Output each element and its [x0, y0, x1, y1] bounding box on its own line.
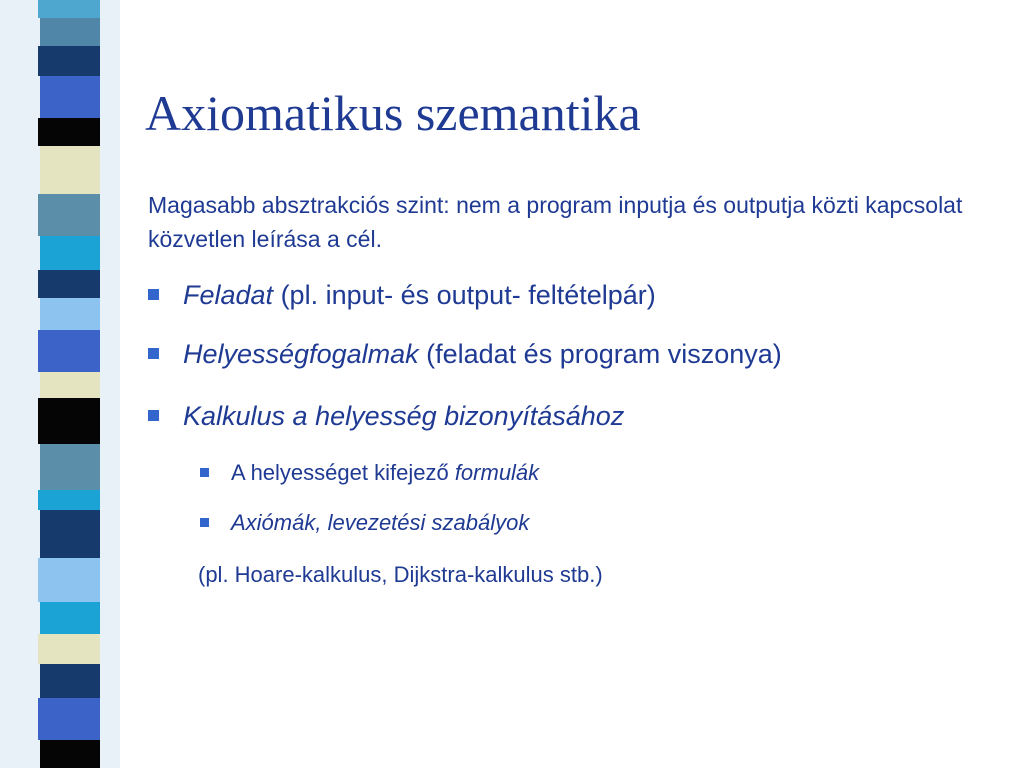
square-bullet-icon	[200, 518, 209, 527]
sub-bullet-item	[200, 460, 539, 486]
slide-note: (pl. Hoare-kalkulus, Dijkstra-kalkulus stb.)	[198, 562, 603, 587]
sub-bullet-term: formulák	[454, 460, 540, 485]
bullet-text: (pl. input- és output- feltételpár)	[273, 280, 656, 310]
bullet-term: Kalkulus a helyesség bizonyításához	[183, 401, 625, 431]
decorative-stripe	[0, 0, 120, 768]
bullet-item	[148, 401, 624, 432]
square-bullet-icon	[200, 468, 209, 477]
square-bullet-icon	[148, 348, 159, 359]
slide-title: Axiomatikus szemantika	[145, 85, 641, 141]
bullet-term: Feladat	[183, 280, 274, 310]
sub-bullet-text: A helyességet kifejező	[231, 460, 455, 485]
sub-bullet-item	[200, 510, 529, 536]
slide-intro: Magasabb absztrakciós szint: nem a program inputja és outputja közti kapcsolat közvetlen leírása a cél.	[148, 192, 963, 252]
stripe-blocks	[38, 0, 100, 768]
bullet-item	[148, 339, 782, 370]
bullet-item	[148, 280, 656, 311]
sub-bullet-term: Axiómák, levezetési szabályok	[231, 510, 530, 535]
bullet-text: (feladat és program viszonya)	[418, 339, 782, 369]
square-bullet-icon	[148, 410, 159, 421]
bullet-term: Helyességfogalmak	[183, 339, 419, 369]
square-bullet-icon	[148, 289, 159, 300]
